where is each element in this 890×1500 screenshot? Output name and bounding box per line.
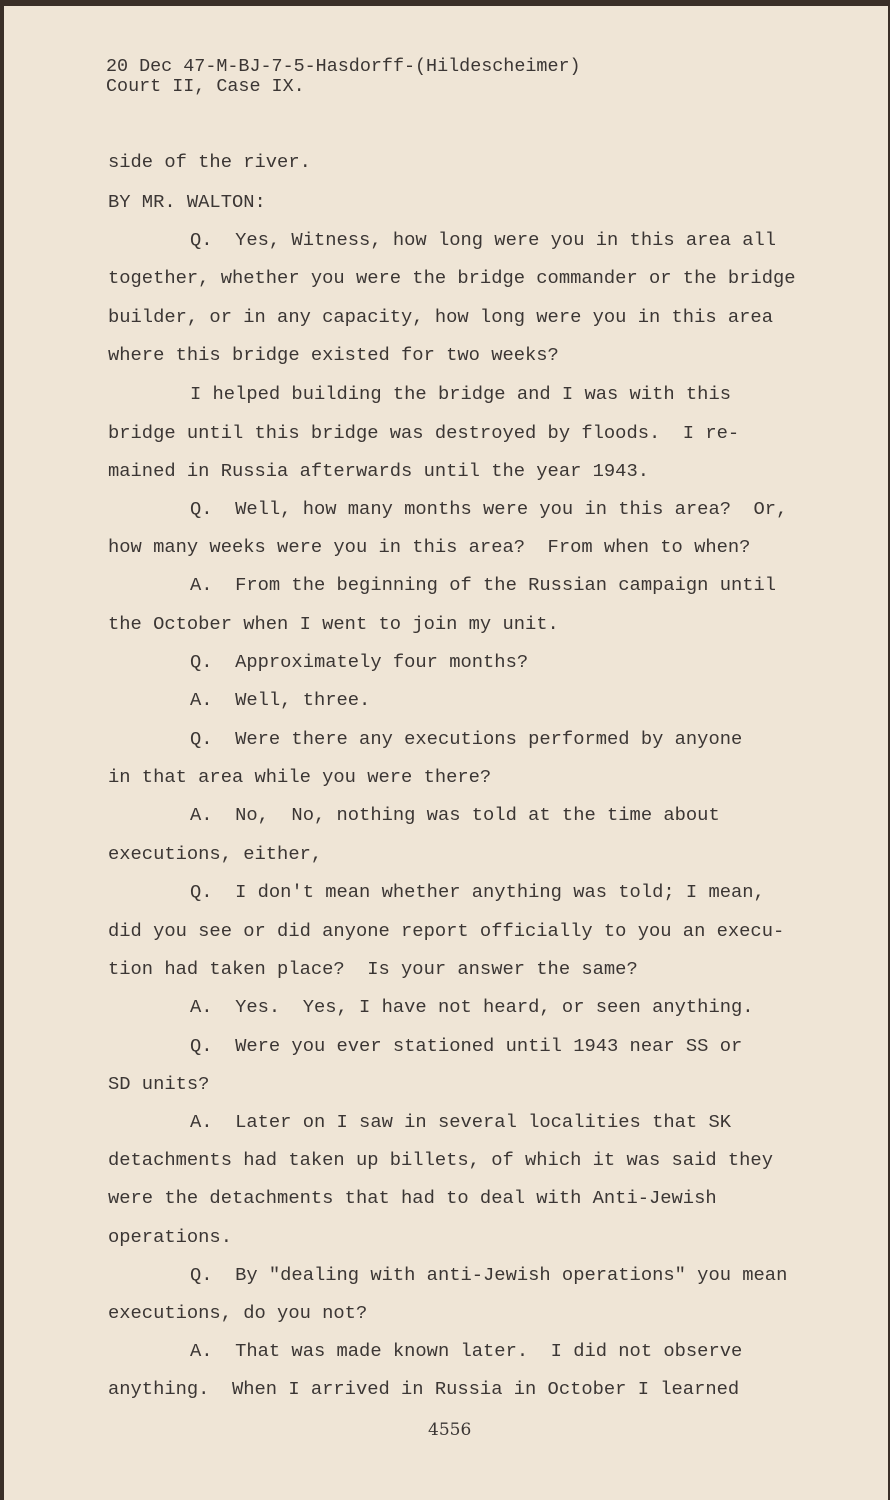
transcript-line: tion had taken place? Is your answer the same?: [108, 958, 638, 980]
transcript-line: side of the river.: [108, 151, 311, 173]
transcript-line: A. No, No, nothing was told at the time about: [190, 804, 720, 826]
transcript-line: operations.: [108, 1226, 232, 1248]
transcript-line: Q. I don't mean whether anything was told; I mean,: [190, 881, 765, 903]
document-page: [4, 6, 888, 1500]
transcript-line: mained in Russia afterwards until the year 1943.: [108, 460, 649, 482]
transcript-line: executions, do you not?: [108, 1302, 368, 1324]
page-number: 4556: [428, 1420, 472, 1440]
transcript-line: A. From the beginning of the Russian campaign until: [190, 574, 777, 596]
transcript-line: bridge until this bridge was destroyed by floods. I re-: [108, 422, 740, 444]
transcript-line: were the detachments that had to deal with Anti-Jewish: [108, 1187, 717, 1209]
transcript-line: did you see or did anyone report officially to you an execu-: [108, 920, 785, 942]
transcript-line: Q. Yes, Witness, how long were you in this area all: [190, 229, 777, 251]
transcript-line: executions, either,: [108, 843, 323, 865]
transcript-line: Q. By "dealing with anti-Jewish operations" you mean: [190, 1264, 788, 1286]
transcript-line: Q. Were there any executions performed by anyone: [190, 728, 743, 750]
header-line-2: Court II, Case IX.: [106, 76, 305, 97]
transcript-line: Q. Were you ever stationed until 1943 near SS or: [190, 1035, 743, 1057]
transcript-line: BY MR. WALTON:: [108, 191, 266, 213]
transcript-line: in that area while you were there?: [108, 766, 492, 788]
transcript-line: A. Yes. Yes, I have not heard, or seen anything.: [190, 996, 754, 1018]
transcript-line: A. Later on I saw in several localities that SK: [190, 1111, 731, 1133]
transcript-line: how many weeks were you in this area? From when to when?: [108, 536, 751, 558]
transcript-line: detachments had taken up billets, of which it was said they: [108, 1149, 773, 1171]
transcript-line: I helped building the bridge and I was with this: [190, 383, 731, 405]
transcript-line: where this bridge existed for two weeks?: [108, 344, 559, 366]
transcript-line: Q. Approximately four months?: [190, 651, 529, 673]
transcript-line: together, whether you were the bridge commander or the bridge: [108, 267, 796, 289]
header-line-1: 20 Dec 47-M-BJ-7-5-Hasdorff-(Hildescheimer): [106, 56, 581, 77]
transcript-line: A. Well, three.: [190, 689, 371, 711]
transcript-line: SD units?: [108, 1073, 210, 1095]
transcript-line: the October when I went to join my unit.: [108, 613, 559, 635]
transcript-line: anything. When I arrived in Russia in October I learned: [108, 1378, 740, 1400]
transcript-line: Q. Well, how many months were you in this area? Or,: [190, 498, 788, 520]
transcript-line: builder, or in any capacity, how long were you in this area: [108, 306, 773, 328]
transcript-line: A. That was made known later. I did not observe: [190, 1340, 743, 1362]
